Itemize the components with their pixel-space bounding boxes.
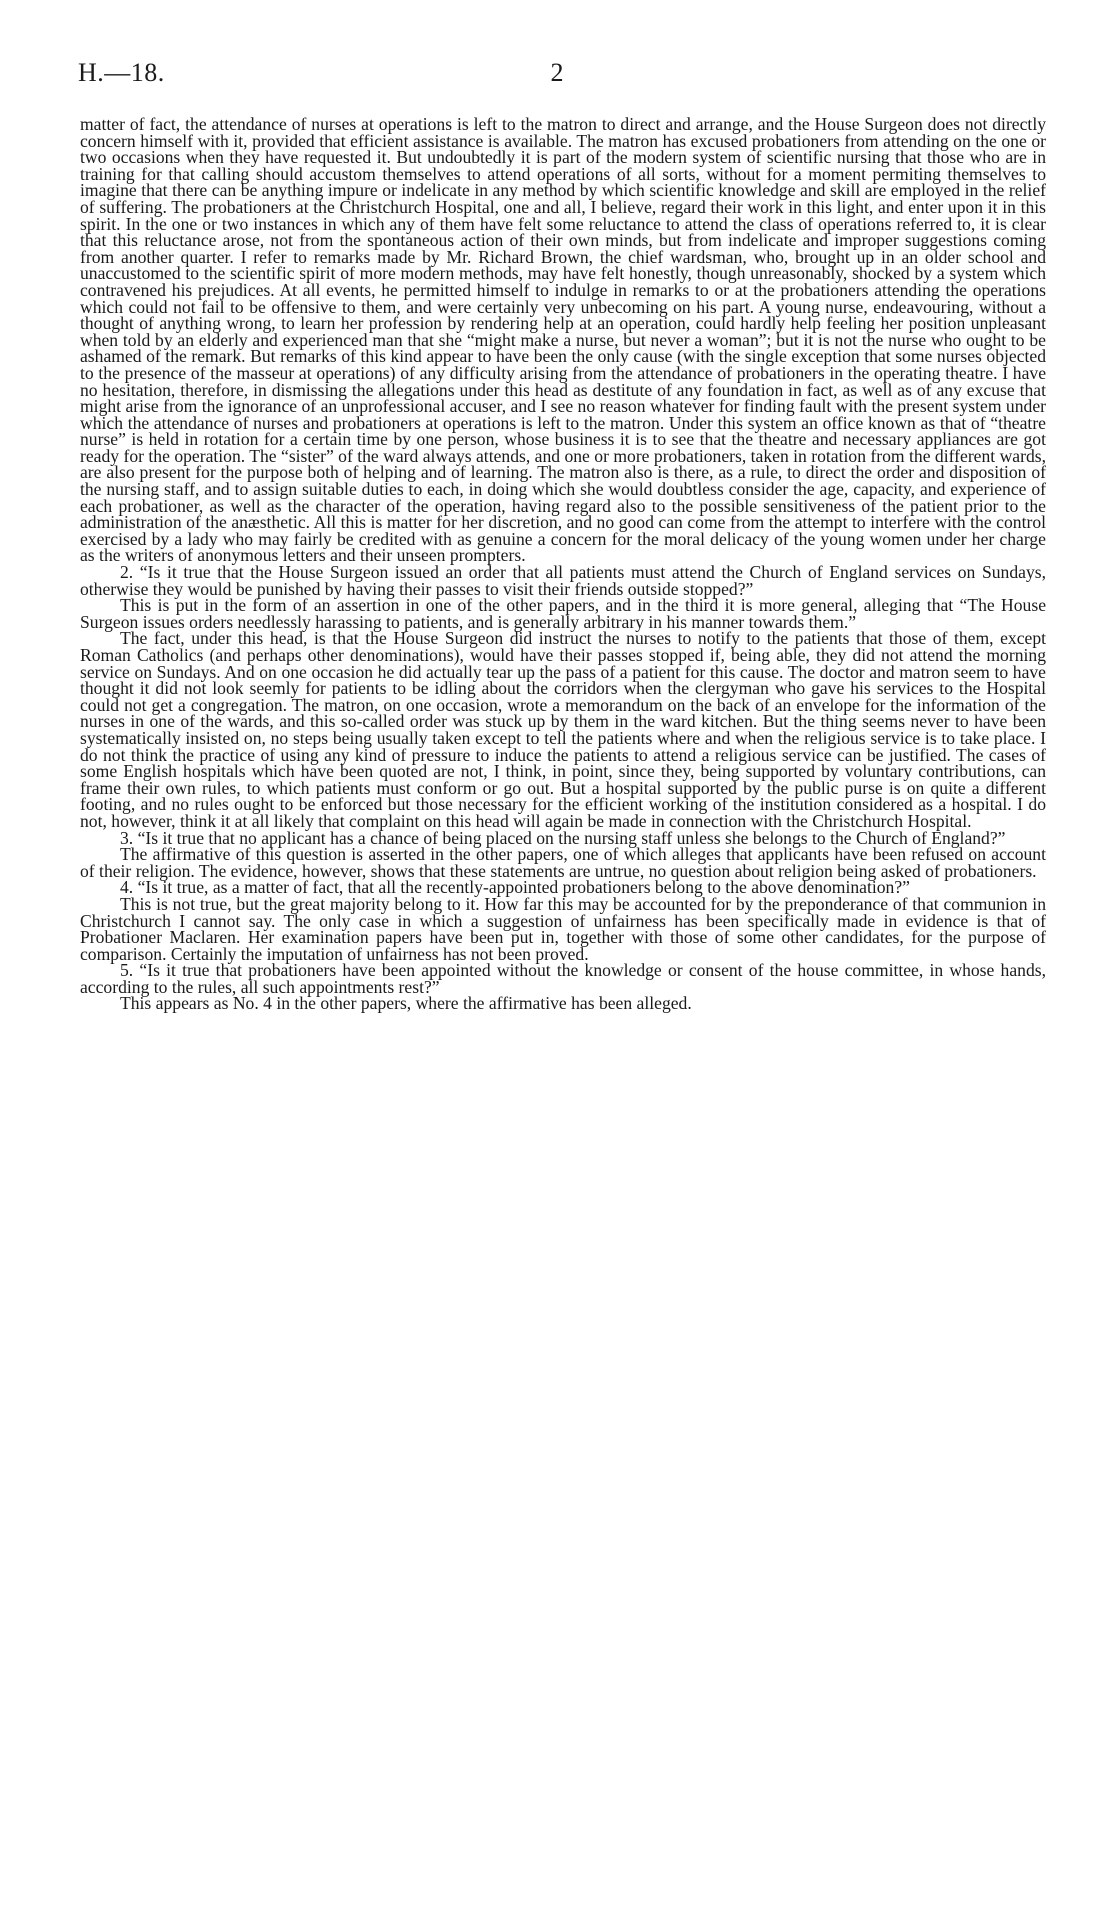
paragraph: The fact, under this head, is that the House Surgeon did instruct the nurses to notify to the patients that those of them, except Roman Catholics (and perhaps other denominations), would have their passes stopped if, being able, they did not attend the morning service on Sundays. And on one occasion he did actually tear up the pass of a patient for this cause. The doctor and matron seem to have thought it did not look seemly for patients to be idling about the corridors when the clergyman who gave his services to the Hospital could not get a congregation. The matron, on one occasion, wrote a memorandum on the back of an envelope for the information of the nurses in one of the wards, and this so-called order was stuck up by them in the ward kitchen. But the thing seems never to have been systematically insisted on, no steps being usually taken except to tell the patients where and when the religious service is to take place. I do not think the practice of using any kind of pressure to induce the patients to attend a religious service can be justified. The cases of some English hospitals which have been quoted are not, I think, in point, since they, being supported by voluntary contributions, can frame their own rules, to which patients must conform or go out. But a hospital supported by the public purse is on quite a different footing, and no rules ought to be enforced but those necessary for the efficient working of the institution considered as a hospital. I do not, however, think it at all likely that complaint on this head will again be made in connection with the Christchurch Hospital. [80,628,1046,831]
paragraph: 5. “Is it true that probationers have been appointed without the knowledge or consent of the house committee, in whose hands, according to the rules, all such appointments rest?” [80,960,1046,997]
paragraph: The affirmative of this question is asserted in the other papers, one of which alleges that applicants have been refused on account of their religion. The evidence, however, shows that these statements are untrue, no question about religion being asked of probationers. [80,844,1046,881]
body-text [80,116,1046,1012]
paragraph: 2. “Is it true that the House Surgeon issued an order that all patients must attend the Church of England services on Sundays, otherwise they would be punished by having their passes to visit their friends outside stopped?” [80,562,1046,599]
page-header [78,58,1036,94]
paragraph: 4. “Is it true, as a matter of fact, that all the recently-appointed probationers belong to the above denomination?” [120,877,910,898]
document-reference: H.—18. [78,58,165,87]
paragraph: matter of fact, the attendance of nurses at operations is left to the matron to direct and arrange, and the House Surgeon does not directly concern himself with it, provided that efficient assistance is available. The matron has excused probationers from attending on the one or two occasions when they have requested it. But undoubtedly it is part of the modern system of scientific nursing that those who are in training for that calling should accustom themselves to attend operations of all sorts, without for a moment permiting themselves to imagine that there can be anything impure or indelicate in any method by which scientific knowledge and skill are employed in the relief of suffering. The probationers at the Christchurch Hospital, one and all, I believe, regard their work in this light, and enter upon it in this spirit. In the one or two instances in which any of them have felt some reluctance to attend the class of operations referred to, it is clear that this reluctance arose, not from the spontaneous action of their own minds, but from indelicate and improper suggestions coming from another quarter. I refer to remarks made by Mr. Richard Brown, the chief wardsman, who, brought up in an older school and unaccustomed to the scientific spirit of more modern methods, may have felt honestly, though unreasonably, shocked by a system which contravened his prejudices. At all events, he permitted himself to indulge in remarks to or at the probationers attending the operations which could not fail to be offensive to them, and were certainly very unbecoming on his part. A young nurse, endeavouring, without a thought of anything wrong, to learn her profession by rendering help at an operation, could hardly help feeling her position unpleasant when told by an elderly and experienced man that she “might make a nurse, but never a woman”; but it is not the nurse who ought to be ashamed of the remark. But remarks of this kind appear to have been the only cause (with the single exception that some nurses objected to the presence of the masseur at operations) of any difficulty arising from the attendance of probationers in the operating theatre. I have no hesitation, therefore, in dismissing the allegations under this head as destitute of any foundation in fact, as well as of any excuse that might arise from the ignorance of an unprofessional accuser, and I see no reason whatever for finding fault with the present system under which the attendance of nurses and probationers at operations is left to the matron. Under this system an office known as that of “theatre nurse” is held in rotation for a certain time by one person, whose business it is to see that the theatre and necessary appliances are got ready for the operation. The “sister” of the ward always attends, and one or more probationers, taken in rotation from the different wards, are also present for the purpose both of helping and of learning. The matron also is there, as a rule, to direct the order and disposition of the nursing staff, and to assign suitable duties to each, in doing which she would doubtless consider the age, capacity, and experience of each probationer, as well as the character of the operation, having regard also to the possible sensitiveness of the patient prior to the administration of the anæsthetic. All this is matter for her discretion, and no good can come from the attempt to interfere with the control exercised by a lady who may fairly be credited with as genuine a concern for the moral delicacy of the young women under her charge as the writers of anonymous letters and their unseen prompters. [80,114,1046,566]
paragraph: This is put in the form of an assertion in one of the other papers, and in the third it is more general, alleging that “The House Surgeon issues orders needlessly harassing to patients, and is generally arbitrary in his manner towards them.” [80,595,1046,632]
paragraph: This appears as No. 4 in the other papers, where the affirmative has been alleged. [120,993,692,1014]
page-number: 2 [550,58,564,87]
paragraph: 3. “Is it true that no applicant has a chance of being placed on the nursing staff unless she belongs to the Church of England?” [120,827,1006,848]
paragraph: This is not true, but the great majority belong to it. How far this may be accounted for by the preponderance of that communion in Christchurch I cannot say. The only case in which a suggestion of unfairness has been specifically made in evidence is that of Probationer Maclaren. Her examination papers have been put in, together with those of some other candidates, for the purpose of comparison. Certainly the imputation of unfairness has not been proved. [80,893,1046,964]
